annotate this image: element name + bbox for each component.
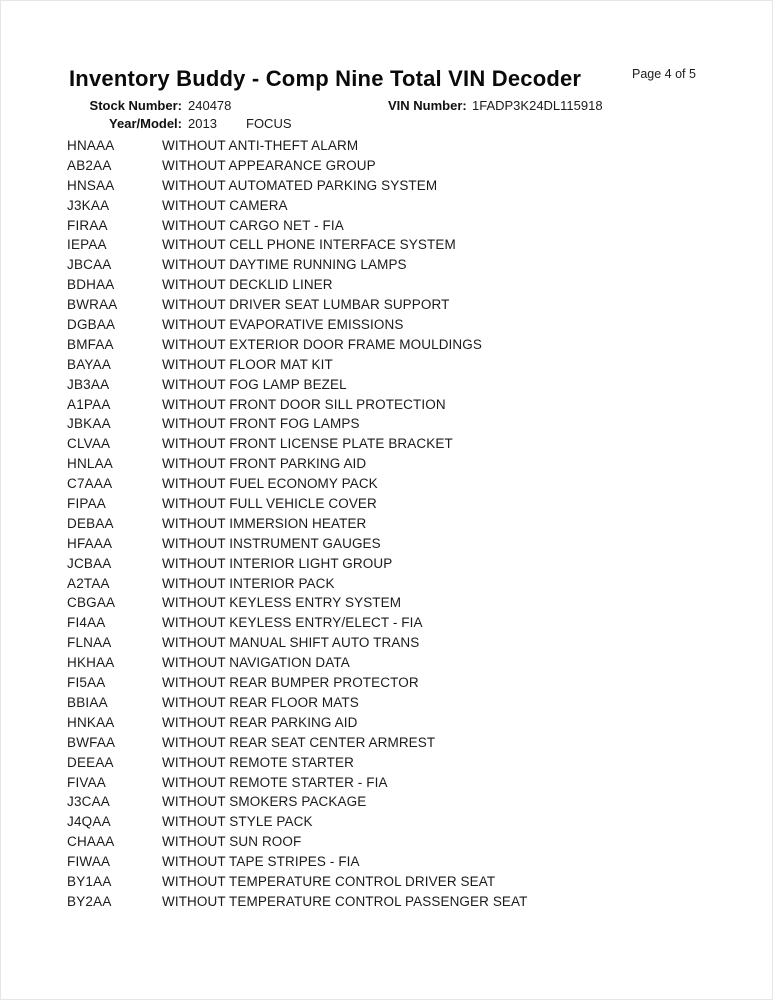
option-row <box>67 335 727 355</box>
option-code: HNSAA <box>67 177 115 193</box>
option-code: FIPAA <box>67 496 107 512</box>
option-row <box>67 235 727 255</box>
option-row <box>67 355 727 375</box>
option-row <box>67 872 727 892</box>
year-value: 2013 <box>188 116 217 131</box>
option-description: WITHOUT TEMPERATURE CONTROL PASSENGER SEAT <box>162 893 528 909</box>
option-code: DEBAA <box>67 515 114 531</box>
option-code: JBKAA <box>67 416 111 432</box>
option-description: WITHOUT KEYLESS ENTRY/ELECT - FIA <box>162 615 423 631</box>
option-code: J3CAA <box>67 794 111 810</box>
option-row <box>67 792 727 812</box>
option-code: FI5AA <box>67 675 106 691</box>
vin-number-value: 1FADP3K24DL115918 <box>472 98 603 113</box>
header-row-stock-vin <box>0 98 773 114</box>
option-code: BWFAA <box>67 734 116 750</box>
option-description: WITHOUT FLOOR MAT KIT <box>162 356 333 372</box>
option-row <box>67 613 727 633</box>
option-row <box>67 395 727 415</box>
option-description: WITHOUT FULL VEHICLE COVER <box>162 496 377 512</box>
option-row <box>67 434 727 454</box>
option-code: C7AAA <box>67 476 113 492</box>
page-number: Page 4 of 5 <box>632 67 696 81</box>
option-row <box>67 454 727 474</box>
option-row <box>67 574 727 594</box>
option-code: JCBAA <box>67 555 112 571</box>
year-model-label: Year/Model: <box>109 116 182 131</box>
option-code: A2TAA <box>67 575 110 591</box>
header-row-year-model <box>0 116 773 132</box>
option-code: HNLAA <box>67 456 114 472</box>
option-row <box>67 494 727 514</box>
option-row <box>67 892 727 912</box>
option-code: A1PAA <box>67 396 111 412</box>
option-description: WITHOUT REAR SEAT CENTER ARMREST <box>162 734 436 750</box>
option-row <box>67 773 727 793</box>
option-code: BY2AA <box>67 893 112 909</box>
option-description: WITHOUT APPEARANCE GROUP <box>162 157 376 173</box>
option-description: WITHOUT FRONT LICENSE PLATE BRACKET <box>162 436 453 452</box>
option-row <box>67 156 727 176</box>
option-description: WITHOUT INTERIOR PACK <box>162 575 335 591</box>
option-row <box>67 812 727 832</box>
option-row <box>67 275 727 295</box>
option-description: WITHOUT MANUAL SHIFT AUTO TRANS <box>162 635 420 651</box>
option-description: WITHOUT KEYLESS ENTRY SYSTEM <box>162 595 402 611</box>
option-code: CLVAA <box>67 436 111 452</box>
option-code: DEEAA <box>67 754 114 770</box>
option-description: WITHOUT FRONT FOG LAMPS <box>162 416 360 432</box>
option-row <box>67 852 727 872</box>
option-row <box>67 216 727 236</box>
option-code: IEPAA <box>67 237 107 253</box>
option-description: WITHOUT STYLE PACK <box>162 814 313 830</box>
option-code: FLNAA <box>67 635 112 651</box>
option-description: WITHOUT SMOKERS PACKAGE <box>162 794 367 810</box>
option-description: WITHOUT REAR PARKING AID <box>162 714 358 730</box>
option-description: WITHOUT FOG LAMP BEZEL <box>162 376 347 392</box>
options-list <box>67 136 727 912</box>
option-code: FIRAA <box>67 217 108 233</box>
option-row <box>67 534 727 554</box>
option-code: HNKAA <box>67 714 115 730</box>
option-code: BMFAA <box>67 336 114 352</box>
option-code: BY1AA <box>67 873 112 889</box>
option-code: HKHAA <box>67 655 115 671</box>
option-description: WITHOUT FUEL ECONOMY PACK <box>162 476 378 492</box>
option-description: WITHOUT ANTI-THEFT ALARM <box>162 138 359 153</box>
option-description: WITHOUT INTERIOR LIGHT GROUP <box>162 555 393 571</box>
option-row <box>67 753 727 773</box>
option-code: JBCAA <box>67 257 112 273</box>
option-row <box>67 375 727 395</box>
option-code: JB3AA <box>67 376 110 392</box>
option-row <box>67 693 727 713</box>
stock-number-label: Stock Number: <box>89 98 182 113</box>
page-title: Inventory Buddy - Comp Nine Total VIN Decoder <box>69 66 582 91</box>
option-code: J4QAA <box>67 814 111 830</box>
option-row <box>67 176 727 196</box>
option-code: BDHAA <box>67 277 115 293</box>
option-description: WITHOUT REAR FLOOR MATS <box>162 694 359 710</box>
option-code: HFAAA <box>67 535 113 551</box>
option-row <box>67 653 727 673</box>
option-description: WITHOUT REMOTE STARTER - FIA <box>162 774 388 790</box>
option-code: FIWAA <box>67 854 111 870</box>
option-description: WITHOUT NAVIGATION DATA <box>162 655 350 671</box>
option-row <box>67 414 727 434</box>
option-description: WITHOUT FRONT DOOR SILL PROTECTION <box>162 396 446 412</box>
option-description: WITHOUT TEMPERATURE CONTROL DRIVER SEAT <box>162 873 496 889</box>
vin-number-label: VIN Number: <box>388 98 467 113</box>
option-description: WITHOUT EXTERIOR DOOR FRAME MOULDINGS <box>162 336 482 352</box>
option-description: WITHOUT CARGO NET - FIA <box>162 217 344 233</box>
option-row <box>67 255 727 275</box>
option-description: WITHOUT CELL PHONE INTERFACE SYSTEM <box>162 237 456 253</box>
option-code: J3KAA <box>67 197 110 213</box>
option-description: WITHOUT DECKLID LINER <box>162 277 333 293</box>
option-row <box>67 136 727 156</box>
option-description: WITHOUT DAYTIME RUNNING LAMPS <box>162 257 407 273</box>
option-row <box>67 713 727 733</box>
option-code: CHAAA <box>67 834 115 850</box>
option-code: BWRAA <box>67 297 118 313</box>
option-description: WITHOUT AUTOMATED PARKING SYSTEM <box>162 177 438 193</box>
stock-number-value: 240478 <box>188 98 232 113</box>
option-description: WITHOUT EVAPORATIVE EMISSIONS <box>162 317 404 333</box>
option-row <box>67 554 727 574</box>
option-row <box>67 514 727 534</box>
option-row <box>67 196 727 216</box>
option-row <box>67 733 727 753</box>
option-description: WITHOUT REMOTE STARTER <box>162 754 354 770</box>
option-description: WITHOUT DRIVER SEAT LUMBAR SUPPORT <box>162 297 450 313</box>
option-description: WITHOUT REAR BUMPER PROTECTOR <box>162 675 419 691</box>
option-description: WITHOUT CAMERA <box>162 197 288 213</box>
option-code: BAYAA <box>67 356 112 372</box>
option-code: FI4AA <box>67 615 106 631</box>
option-code: DGBAA <box>67 317 116 333</box>
option-code: BBIAA <box>67 694 108 710</box>
option-row <box>67 593 727 613</box>
option-row <box>67 295 727 315</box>
option-description: WITHOUT TAPE STRIPES - FIA <box>162 854 360 870</box>
option-description: WITHOUT FRONT PARKING AID <box>162 456 367 472</box>
option-code: FIVAA <box>67 774 107 790</box>
option-code: HNAAA <box>67 138 115 153</box>
option-row <box>67 633 727 653</box>
option-row <box>67 474 727 494</box>
option-description: WITHOUT SUN ROOF <box>162 834 302 850</box>
option-code: CBGAA <box>67 595 116 611</box>
option-row <box>67 315 727 335</box>
option-row <box>67 673 727 693</box>
option-description: WITHOUT INSTRUMENT GAUGES <box>162 535 381 551</box>
option-code: AB2AA <box>67 157 112 173</box>
model-value: FOCUS <box>246 116 292 131</box>
option-description: WITHOUT IMMERSION HEATER <box>162 515 367 531</box>
option-row <box>67 832 727 852</box>
